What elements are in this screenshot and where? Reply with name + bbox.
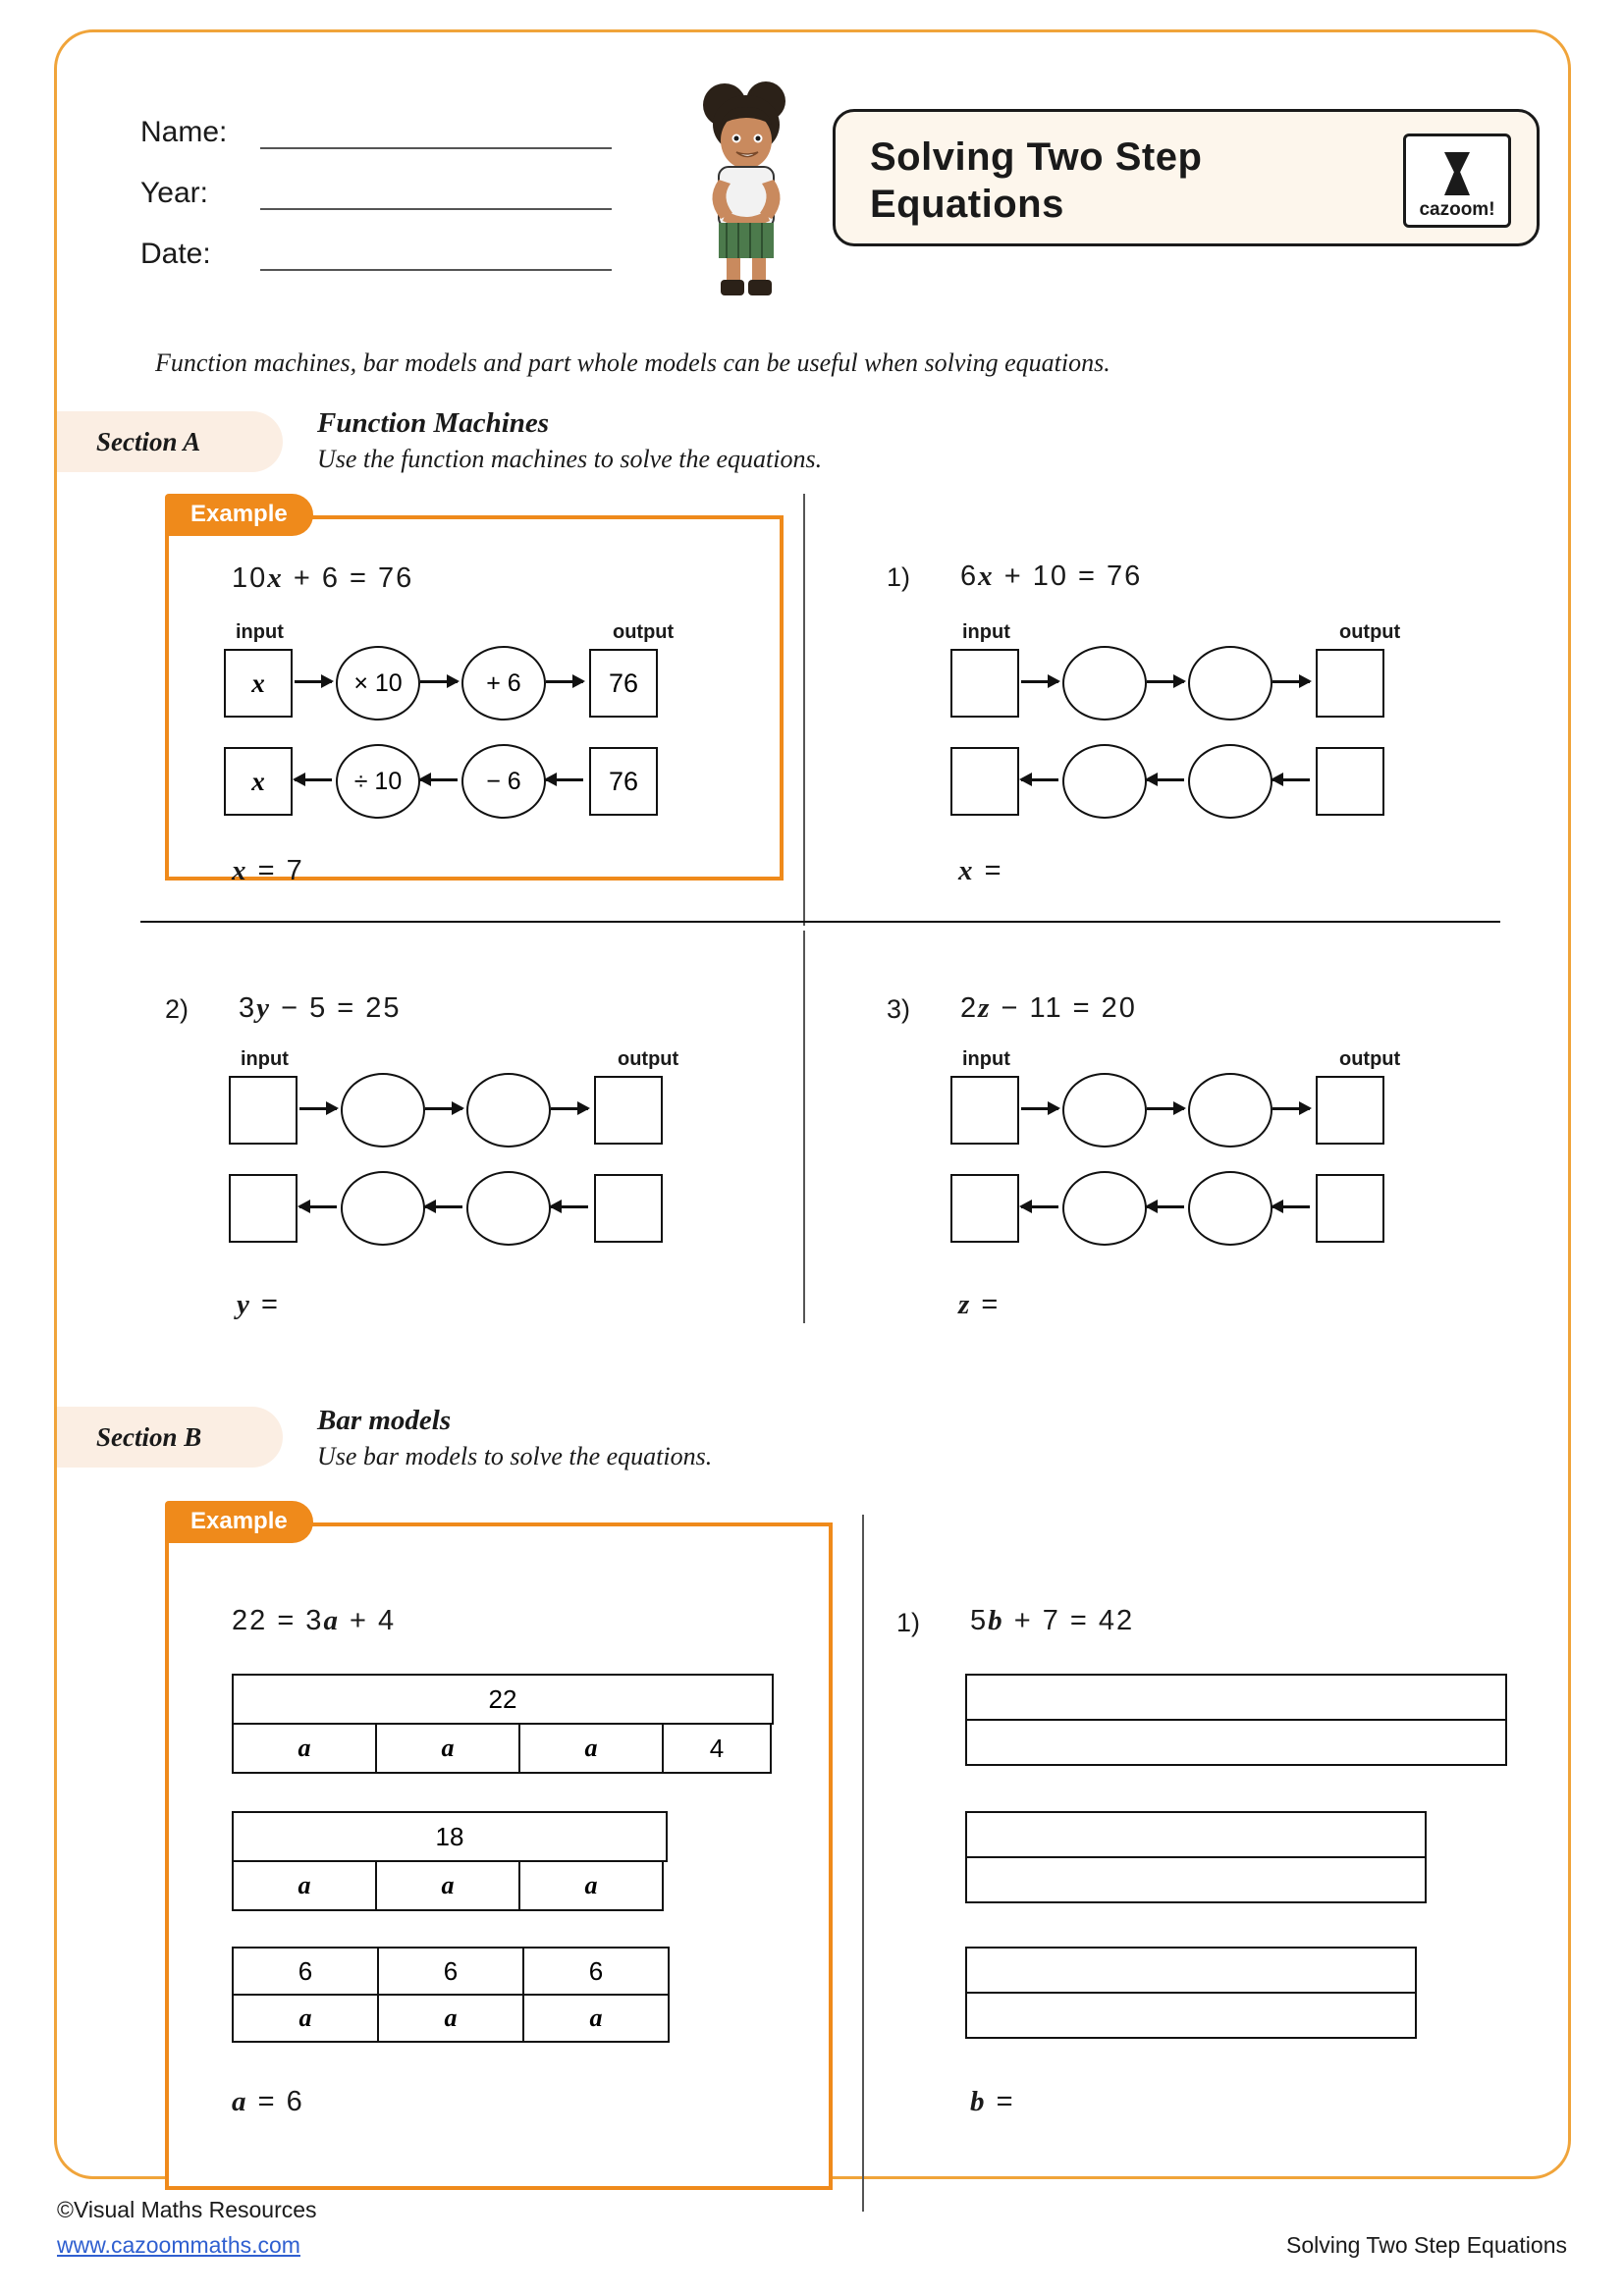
section-a-tab bbox=[57, 411, 283, 472]
bar-cell: a bbox=[232, 1994, 379, 2043]
output-label: output bbox=[1339, 1048, 1401, 1070]
cazoom-logo bbox=[1403, 133, 1511, 228]
question-a1-number: 1) bbox=[887, 562, 911, 592]
arrow-right-2 bbox=[1147, 1107, 1184, 1110]
bar-cell[interactable] bbox=[965, 1992, 1417, 2039]
example-a-equation: 10x + 6 = 76 bbox=[232, 562, 414, 594]
input-label: input bbox=[962, 1048, 1010, 1070]
bar-cell[interactable] bbox=[965, 1719, 1507, 1766]
bar-cell: 22 bbox=[232, 1674, 774, 1725]
worksheet-page bbox=[54, 29, 1571, 2179]
footer-worksheet-name: Solving Two Step Equations bbox=[1286, 2232, 1567, 2258]
example-a-answer: x = 7 bbox=[232, 855, 304, 886]
bar-cell: 6 bbox=[377, 1947, 524, 1996]
column-divider-b bbox=[862, 1515, 864, 2212]
q-a2-output-top[interactable] bbox=[594, 1076, 663, 1145]
example-a-input-bottom: x bbox=[224, 747, 293, 816]
q-a2-op1-top[interactable] bbox=[341, 1073, 425, 1148]
q-a1-input-bottom[interactable] bbox=[950, 747, 1019, 816]
q-a3-op1-top[interactable] bbox=[1062, 1073, 1147, 1148]
example-b-bar-row-3 bbox=[232, 1811, 668, 1862]
question-a1-answer[interactable]: x = bbox=[958, 855, 1003, 886]
arrow-left-3 bbox=[546, 778, 583, 781]
q-a1-output-top[interactable] bbox=[1316, 649, 1384, 718]
arrow-right-3 bbox=[551, 1107, 588, 1110]
question-b1-answer[interactable]: b = bbox=[970, 2086, 1015, 2117]
arrow-right-1 bbox=[299, 1107, 337, 1110]
name-input-line[interactable] bbox=[260, 118, 612, 149]
arrow-right-2 bbox=[1147, 680, 1184, 683]
section-a-label: Section A bbox=[96, 426, 201, 456]
question-b1-equation: 5b + 7 = 42 bbox=[970, 1605, 1135, 1636]
question-a3-number: 3) bbox=[887, 994, 911, 1024]
column-divider-a2 bbox=[803, 931, 805, 1323]
q-a2-op1-bottom[interactable] bbox=[341, 1171, 425, 1246]
section-b-example-tag: Example bbox=[165, 1501, 313, 1543]
question-b1-bar-row-5[interactable] bbox=[965, 1947, 1417, 1994]
intro-text: Function machines, bar models and part whole models can be useful when solving equations. bbox=[155, 348, 1110, 377]
bar-cell: a bbox=[375, 1860, 520, 1911]
student-info-fields bbox=[140, 116, 651, 298]
example-b-bar-row-5 bbox=[232, 1947, 670, 1996]
bar-cell: a bbox=[518, 1723, 664, 1774]
example-a-output-top: 76 bbox=[589, 649, 658, 718]
input-label: input bbox=[236, 621, 284, 643]
section-b-label: Section B bbox=[96, 1421, 202, 1452]
q-a1-op1-top[interactable] bbox=[1062, 646, 1147, 721]
q-a3-op2-top[interactable] bbox=[1188, 1073, 1272, 1148]
arrow-right-2 bbox=[425, 1107, 462, 1110]
question-a1-equation: 6x + 10 = 76 bbox=[960, 561, 1143, 592]
arrow-right-3 bbox=[1272, 680, 1310, 683]
name-field-row bbox=[140, 116, 651, 149]
question-a3-equation: 2z − 11 = 20 bbox=[960, 992, 1137, 1024]
arrow-left-1 bbox=[295, 778, 332, 781]
date-input-line[interactable] bbox=[260, 240, 612, 271]
example-a-op2-bottom: − 6 bbox=[461, 744, 546, 819]
q-a1-input-top[interactable] bbox=[950, 649, 1019, 718]
example-a-op1-bottom: ÷ 10 bbox=[336, 744, 420, 819]
bar-cell: a bbox=[377, 1994, 524, 2043]
bar-cell: a bbox=[232, 1723, 377, 1774]
bar-cell[interactable] bbox=[965, 1947, 1417, 1994]
section-b-tab bbox=[57, 1407, 283, 1468]
question-a2-answer[interactable]: y = bbox=[237, 1289, 280, 1320]
bar-cell[interactable] bbox=[965, 1856, 1427, 1903]
example-b-equation: 22 = 3a + 4 bbox=[232, 1605, 397, 1636]
bar-cell[interactable] bbox=[965, 1811, 1427, 1858]
logo-text: cazoom! bbox=[1419, 199, 1495, 220]
arrow-left-1 bbox=[299, 1205, 337, 1208]
section-a-subtitle: Use the function machines to solve the equations. bbox=[317, 445, 823, 473]
worksheet-title-box bbox=[833, 109, 1540, 246]
q-a3-op2-bottom[interactable] bbox=[1188, 1171, 1272, 1246]
year-label: Year: bbox=[140, 177, 208, 209]
q-a1-op2-bottom[interactable] bbox=[1188, 744, 1272, 819]
q-a3-op1-bottom[interactable] bbox=[1062, 1171, 1147, 1246]
question-b1-bar-row-6[interactable] bbox=[965, 1992, 1417, 2039]
example-b-bar-row-2 bbox=[232, 1723, 772, 1774]
q-a3-output-bottom[interactable] bbox=[1316, 1174, 1384, 1243]
arrow-left-2 bbox=[1147, 778, 1184, 781]
date-label: Date: bbox=[140, 238, 211, 270]
footer-copyright: ©Visual Maths Resources bbox=[57, 2197, 317, 2222]
section-a-title: Function Machines bbox=[317, 407, 550, 439]
question-b1-bar-row-3[interactable] bbox=[965, 1811, 1427, 1858]
year-input-line[interactable] bbox=[260, 179, 612, 210]
bar-cell: 18 bbox=[232, 1811, 668, 1862]
student-mascot-illustration bbox=[676, 74, 818, 299]
question-a2-number: 2) bbox=[165, 994, 189, 1024]
example-b-bar-row-1 bbox=[232, 1674, 774, 1725]
q-a1-op2-top[interactable] bbox=[1188, 646, 1272, 721]
year-field-row bbox=[140, 177, 651, 210]
bar-cell[interactable] bbox=[965, 1674, 1507, 1721]
arrow-left-3 bbox=[1272, 1205, 1310, 1208]
q-a2-op2-top[interactable] bbox=[466, 1073, 551, 1148]
question-b1-bar-row-2[interactable] bbox=[965, 1719, 1507, 1766]
date-field-row bbox=[140, 238, 651, 271]
example-a-op1-top: × 10 bbox=[336, 646, 420, 721]
bar-cell: 6 bbox=[522, 1947, 670, 1996]
arrow-left-2 bbox=[425, 1205, 462, 1208]
column-divider-a1 bbox=[803, 494, 805, 926]
question-b1-bar-row-4[interactable] bbox=[965, 1856, 1427, 1903]
q-a1-output-bottom[interactable] bbox=[1316, 747, 1384, 816]
arrow-left-3 bbox=[551, 1205, 588, 1208]
example-a-output-bottom: 76 bbox=[589, 747, 658, 816]
example-a-input-top: x bbox=[224, 649, 293, 718]
example-b-answer: a = 6 bbox=[232, 2086, 304, 2117]
bar-cell: a bbox=[375, 1723, 520, 1774]
arrow-left-2 bbox=[420, 778, 458, 781]
q-a3-input-bottom[interactable] bbox=[950, 1174, 1019, 1243]
hourglass-icon bbox=[1444, 152, 1470, 195]
page-title: Solving Two Step Equations bbox=[870, 135, 1203, 226]
arrow-right-1 bbox=[295, 680, 332, 683]
arrow-left-1 bbox=[1021, 778, 1058, 781]
section-a-example-tag: Example bbox=[165, 494, 313, 536]
q-a2-output-bottom[interactable] bbox=[594, 1174, 663, 1243]
bar-cell: 4 bbox=[662, 1723, 772, 1774]
bar-cell: a bbox=[522, 1994, 670, 2043]
arrow-left-3 bbox=[1272, 778, 1310, 781]
example-b-bar-row-4 bbox=[232, 1860, 664, 1911]
arrow-right-3 bbox=[1272, 1107, 1310, 1110]
input-label: input bbox=[241, 1048, 289, 1070]
q-a2-input-top[interactable] bbox=[229, 1076, 298, 1145]
q-a3-output-top[interactable] bbox=[1316, 1076, 1384, 1145]
example-b-bar-row-6 bbox=[232, 1994, 670, 2043]
bar-cell: a bbox=[232, 1860, 377, 1911]
bar-cell: a bbox=[518, 1860, 664, 1911]
arrow-left-1 bbox=[1021, 1205, 1058, 1208]
section-b-title: Bar models bbox=[317, 1405, 452, 1436]
q-a2-input-bottom[interactable] bbox=[229, 1174, 298, 1243]
output-label: output bbox=[618, 1048, 679, 1070]
row-divider-a bbox=[140, 921, 1500, 923]
arrow-right-2 bbox=[420, 680, 458, 683]
bar-cell: 6 bbox=[232, 1947, 379, 1996]
question-b1-bar-row-1[interactable] bbox=[965, 1674, 1507, 1721]
arrow-right-1 bbox=[1021, 1107, 1058, 1110]
arrow-right-3 bbox=[546, 680, 583, 683]
output-label: output bbox=[1339, 621, 1401, 643]
arrow-right-1 bbox=[1021, 680, 1058, 683]
q-a3-input-top[interactable] bbox=[950, 1076, 1019, 1145]
question-a3-answer[interactable]: z = bbox=[958, 1289, 1001, 1320]
q-a1-op1-bottom[interactable] bbox=[1062, 744, 1147, 819]
footer-url-link[interactable]: www.cazoommaths.com bbox=[57, 2232, 300, 2258]
name-label: Name: bbox=[140, 116, 228, 148]
arrow-left-2 bbox=[1147, 1205, 1184, 1208]
output-label: output bbox=[613, 621, 675, 643]
input-label: input bbox=[962, 621, 1010, 643]
question-b1-number: 1) bbox=[896, 1608, 921, 1637]
section-b-subtitle: Use bar models to solve the equations. bbox=[317, 1442, 713, 1470]
question-a2-equation: 3y − 5 = 25 bbox=[239, 992, 402, 1024]
example-a-op2-top: + 6 bbox=[461, 646, 546, 721]
q-a2-op2-bottom[interactable] bbox=[466, 1171, 551, 1246]
